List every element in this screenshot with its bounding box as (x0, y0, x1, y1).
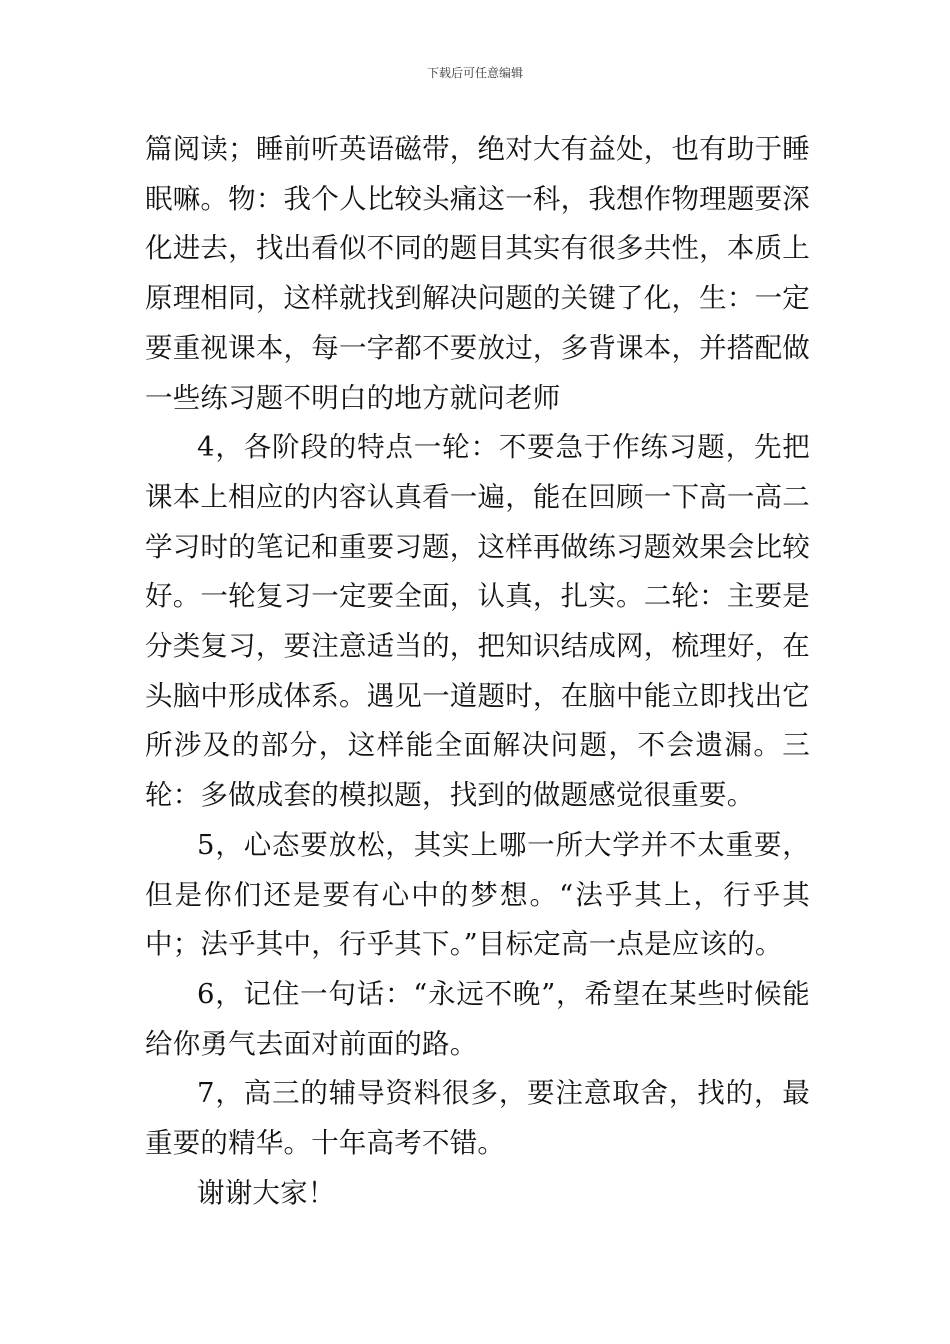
paragraph-stages: 4，各阶段的特点一轮：不要急于作练习题，先把课本上相应的内容认真看一遍，能在回顾一下高一高二学习时的笔记和重要习题，这样再做练习题效果会比较好。一轮复习一定要全面，认真，扎实。二轮：主要是分类复习，要注意适当的，把知识结成网，梳理好，在头脑中形成体系。遇见一道题时，在脑中能立即找出它所涉及的部分，这样能全面解决问题，不会遗漏。三轮：多做成套的模拟题，找到的做题感觉很重要。 (145, 431, 810, 812)
page-header: 下载后可任意编辑 (426, 66, 523, 80)
paragraph-thanks: 谢谢大家！ (197, 1176, 336, 1209)
document-body (145, 125, 810, 1218)
paragraph-never-late: 6，记住一句话：“永远不晚”，希望在某些时候能给你勇气去面对前面的路。 (145, 977, 810, 1060)
paragraph-continued: 篇阅读；睡前听英语磁带，绝对大有益处，也有助于睡眠嘛。物：我个人比较头痛这一科，我想作物理题要深化进去，找出看似不同的题目其实有很多共性，本质上原理相同，这样就找到解决问题的关键了化，生：一定要重视课本，每一字都不要放过，多背课本，并搭配做一些练习题不明白的地方就问老师 (145, 133, 810, 414)
paragraph-mindset: 5，心态要放松，其实上哪一所大学并不太重要，但是你们还是要有心中的梦想。“法乎其上，行乎其中；法乎其中，行乎其下。”目标定高一点是应该的。 (145, 828, 810, 961)
paragraph-materials: 7，高三的辅导资料很多，要注意取舍，找的，最重要的精华。十年高考不错。 (145, 1077, 810, 1160)
